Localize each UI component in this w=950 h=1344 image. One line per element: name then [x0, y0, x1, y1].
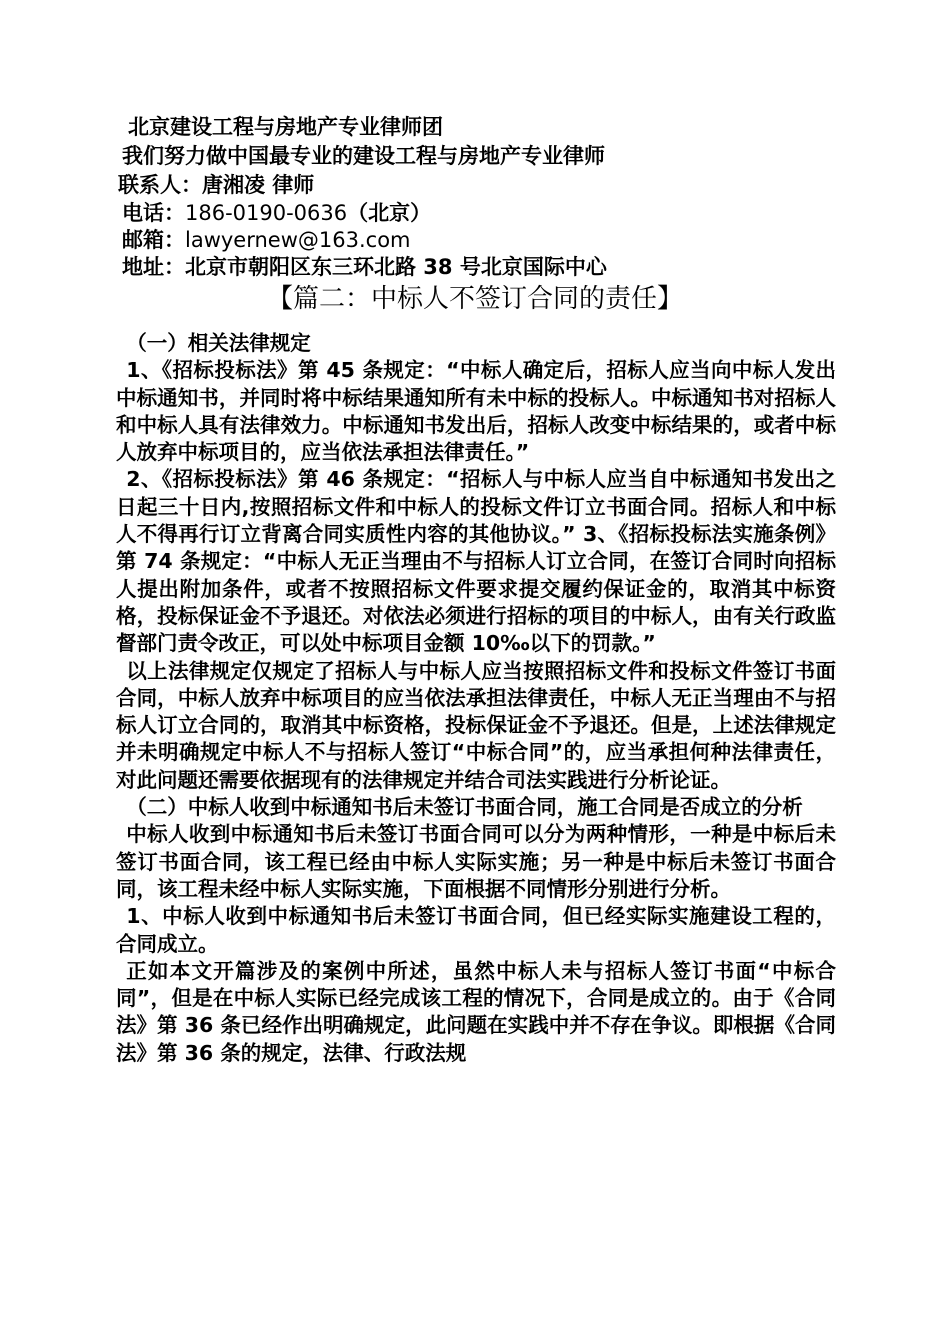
email-value: lawyernew@163.com [185, 228, 411, 252]
paragraph-case-analysis: 正如本文开篇涉及的案例中所述，虽然中标人未与招标人签订书面“中标合同”，但是在中标人实际已经完成该工程的情况下，合同是成立的。由于《合同法》第 36 条已经作出明确规定，此问题在实践中并不存在争议。即根据《合同法》第 36 条的规定，法律、行政法规 [116, 958, 836, 1065]
phone-line [122, 200, 431, 227]
phone-suffix: （北京） [347, 201, 432, 225]
paragraph-two-situations: 中标人收到中标通知书后未签订书面合同可以分为两种情形，一种是中标后未签订书面合同，该工程已经由中标人实际实施；另一种是中标后未签订书面合同，该工程未经中标人实际实施，下面根据不同情形分别进行分析。 [116, 822, 836, 901]
paragraph-summary: 以上法律规定仅规定了招标人与中标人应当按照招标文件和投标文件签订书面合同，中标人放弃中标项目的应当依法承担法律责任，中标人无正当理由不与招标人订立合同的，取消其中标资格，投标保证金不予退还。但是，上述法律规定并未明确规定中标人不与招标人签订“中标合同”的，应当承担何种法律责任，对此问题还需要依据现有的法律规定并结合司法实践进行分析论证。 [116, 658, 836, 792]
section-title: 【篇二：中标人不签订合同的责任】 [266, 284, 683, 314]
article-body [116, 330, 836, 1067]
heading-contract-formation: （二）中标人收到中标通知书后未签订书面合同，施工合同是否成立的分析 [126, 795, 803, 820]
email-line [122, 227, 411, 254]
phone-label: 电话： [122, 201, 185, 225]
paragraph-article-45: 1、《招标投标法》第 45 条规定：“中标人确定后，招标人应当向中标人发出中标通知书，并同时将中标结果通知所有未中标的投标人。中标通知书对招标人和中标人具有法律效力。中标通知书发出后，招标人改变中标结果的，或者中标人放弃中标项目的，应当依法承担法律责任。” [116, 358, 836, 465]
paragraph-point-1: 1、中标人收到中标通知书后未签订书面合同，但已经实际实施建设工程的，合同成立。 [116, 904, 836, 956]
org-name: 北京建设工程与房地产专业律师团 [128, 115, 443, 139]
email-label: 邮箱： [122, 228, 185, 252]
heading-legal-provisions: （一）相关法律规定 [126, 331, 311, 355]
phone-value: 186-0190-0636 [185, 201, 348, 225]
contact-label: 联系人： [118, 173, 202, 197]
address-label: 地址： [122, 255, 185, 279]
address-line [122, 254, 607, 281]
address-value: 北京市朝阳区东三环北路 38 号北京国际中心 [185, 255, 607, 279]
contact-line [118, 172, 314, 199]
paragraph-article-46-74: 2、《招标投标法》第 46 条规定：“招标人与中标人应当自中标通知书发出之日起三十日内,按照招标文件和中标人的投标文件订立书面合同。招标人和中标人不得再行订立背离合同实质性内容的其他协议。” 3、《招标投标法实施条例》第 74 条规定：“中标人无正当理由不与招标人订立合同，在签订合同时向招标人提出附加条件，或者不按照招标文件要求提交履约保证金的，取消其中标资格，投标保证金不予退还。对依法必须进行招标的项目的中标人，由有关行政监督部门责令改正，可以处中标项目金额 10‰以下的罚款。” [116, 467, 836, 656]
contact-value: 唐湘凌 律师 [202, 173, 315, 197]
slogan: 我们努力做中国最专业的建设工程与房地产专业律师 [122, 144, 605, 168]
